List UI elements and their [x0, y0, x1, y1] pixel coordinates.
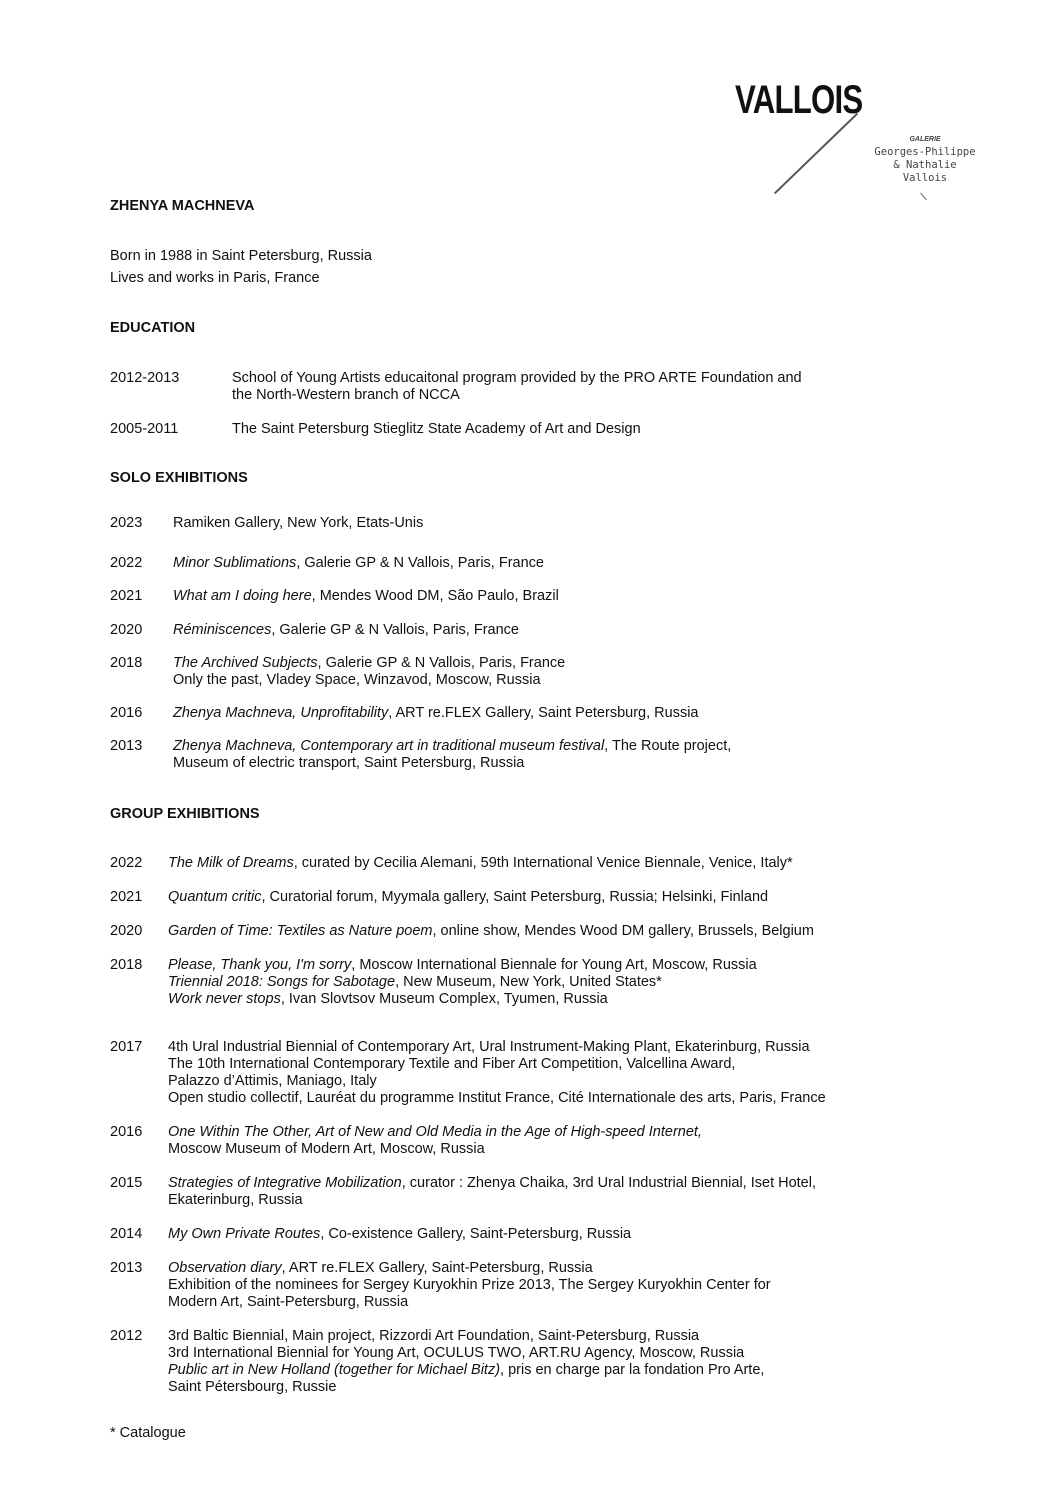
group-exhibition-year: 2014 — [110, 1226, 143, 1242]
exhibition-title: Minor Sublimations — [173, 555, 297, 571]
solo-exhibition-year: 2022 — [110, 555, 143, 571]
exhibition-info: , Ivan Slovtsov Museum Complex, Tyumen, Russia — [280, 991, 608, 1007]
logo-wordmark: VALLOIS — [735, 78, 863, 122]
education-line: The Saint Petersburg Stieglitz State Academy of Art and Design — [232, 421, 641, 437]
exhibition-info: , online show, Mendes Wood DM gallery, Brussels, Belgium — [432, 923, 814, 939]
group-exhibition-year: 2022 — [110, 855, 143, 871]
education-text — [232, 421, 641, 438]
exhibition-title: What am I doing here — [173, 588, 312, 604]
exhibition-title: Observation diary — [168, 1260, 282, 1276]
solo-exhibition-year: 2016 — [110, 705, 143, 721]
solo-exhibition-line — [173, 515, 423, 532]
group-exhibition-line — [168, 1260, 771, 1277]
exhibition-info: 3rd Baltic Biennial, Main project, Rizzordi Art Foundation, Saint-Petersburg, Russia — [168, 1328, 700, 1344]
exhibition-info: Open studio collectif, Lauréat du programme Institut France, Cité Internationale des arts, Paris, France — [168, 1090, 826, 1106]
exhibition-info: , ART re.FLEX Gallery, Saint-Petersburg, Russia — [281, 1260, 593, 1276]
gallery-logo — [735, 78, 995, 208]
education-line: School of Young Artists educaitonal program provided by the PRO ARTE Foundation and — [232, 370, 802, 386]
education-years: 2005-2011 — [110, 421, 179, 437]
exhibition-title: Please, Thank you, I'm sorry — [168, 957, 352, 973]
group-exhibition-line — [168, 1192, 816, 1209]
logo-subtitle — [865, 133, 985, 185]
solo-exhibition-details — [173, 555, 544, 572]
solo-exhibition-line — [173, 655, 565, 672]
group-exhibition-details — [168, 1124, 702, 1158]
solo-exhibition-line — [173, 705, 698, 722]
group-exhibition-year: 2017 — [110, 1039, 143, 1055]
solo-exhibition-details — [173, 622, 519, 639]
exhibition-info: Ramiken Gallery, New York, Etats-Unis — [173, 515, 424, 531]
exhibition-info: Palazzo d’Attimis, Maniago, Italy — [168, 1073, 377, 1089]
solo-exhibition-line — [173, 588, 559, 605]
group-exhibition-line — [168, 889, 768, 906]
education-text — [232, 370, 802, 404]
education-years: 2012-2013 — [110, 370, 180, 386]
exhibition-info: Only the past, Vladey Space, Winzavod, Moscow, Russia — [173, 672, 541, 688]
group-exhibition-details — [168, 889, 768, 906]
group-exhibition-details — [168, 855, 793, 872]
exhibition-info: , curated by Cecilia Alemani, 59th International Venice Biennale, Venice, Italy* — [293, 855, 793, 871]
logo-tick-mark — [920, 193, 927, 201]
group-exhibition-details — [168, 1039, 826, 1107]
exhibition-info: , curator : Zhenya Chaika, 3rd Ural Industrial Biennial, Iset Hotel, — [401, 1175, 816, 1191]
group-exhibition-details — [168, 1175, 816, 1209]
group-exhibition-details — [168, 1260, 771, 1311]
group-exhibition-year: 2013 — [110, 1260, 143, 1276]
logo-line-2: & Nathalie — [893, 159, 957, 171]
exhibition-title: Strategies of Integrative Mobilization — [168, 1175, 402, 1191]
group-exhibition-line — [168, 1328, 764, 1345]
artist-lives: Lives and works in Paris, France — [110, 270, 320, 286]
solo-exhibition-details — [173, 655, 565, 689]
exhibition-info: , Galerie GP & N Vallois, Paris, France — [317, 655, 566, 671]
group-exhibition-line — [168, 1226, 631, 1243]
logo-slash-line — [774, 113, 858, 194]
group-exhibition-details — [168, 1226, 631, 1243]
artist-born: Born in 1988 in Saint Petersburg, Russia — [110, 248, 372, 264]
exhibition-title: Triennial 2018: Songs for Sabotage — [168, 974, 396, 990]
group-exhibition-details — [168, 923, 814, 940]
group-exhibition-year: 2018 — [110, 957, 143, 973]
group-exhibition-line — [168, 1362, 764, 1379]
solo-exhibition-details — [173, 588, 559, 605]
exhibition-info: Museum of electric transport, Saint Petersburg, Russia — [173, 755, 525, 771]
solo-exhibition-line — [173, 755, 731, 772]
solo-exhibition-year: 2020 — [110, 622, 143, 638]
catalogue-footnote: * Catalogue — [110, 1425, 186, 1441]
group-exhibition-year: 2015 — [110, 1175, 143, 1191]
logo-galerie-label: GALERIE — [909, 136, 941, 143]
group-exhibition-line — [168, 1141, 702, 1158]
exhibition-info: Ekaterinburg, Russia — [168, 1192, 303, 1208]
group-exhibition-line — [168, 991, 757, 1008]
exhibition-info: , Mendes Wood DM, São Paulo, Brazil — [311, 588, 559, 604]
exhibition-info: , pris en charge par la fondation Pro Arte, — [500, 1362, 765, 1378]
exhibition-info: , Co-existence Gallery, Saint-Petersburg, Russia — [320, 1226, 632, 1242]
exhibition-info: , Galerie GP & N Vallois, Paris, France — [271, 622, 519, 638]
solo-exhibition-year: 2013 — [110, 738, 143, 754]
logo-line-3: Vallois — [902, 172, 948, 184]
exhibition-title: One Within The Other, Art of New and Old Media in the Age of High-speed Internet, — [168, 1124, 702, 1140]
group-exhibition-line — [168, 974, 757, 991]
exhibition-title: My Own Private Routes — [168, 1226, 321, 1242]
group-exhibition-line — [168, 1277, 771, 1294]
solo-exhibition-details — [173, 515, 423, 532]
group-exhibition-year: 2021 — [110, 889, 143, 905]
group-exhibition-details — [168, 1328, 764, 1396]
group-exhibition-line — [168, 855, 793, 872]
group-exhibition-details — [168, 957, 757, 1008]
group-exhibition-year: 2020 — [110, 923, 143, 939]
logo-line-1: Georges-Philippe — [874, 146, 976, 158]
exhibition-info: , ART re.FLEX Gallery, Saint Petersburg, Russia — [388, 705, 699, 721]
exhibition-info: , The Route project, — [604, 738, 732, 754]
exhibition-info: Moscow Museum of Modern Art, Moscow, Russia — [168, 1141, 485, 1157]
exhibition-title: The Milk of Dreams — [168, 855, 294, 871]
group-exhibition-line — [168, 957, 757, 974]
solo-exhibition-year: 2018 — [110, 655, 143, 671]
exhibition-title: Quantum critic — [168, 889, 262, 905]
solo-exhibition-line — [173, 738, 731, 755]
exhibition-info: Modern Art, Saint-Petersburg, Russia — [168, 1294, 409, 1310]
exhibition-info: , Moscow International Biennale for Young Art, Moscow, Russia — [351, 957, 757, 973]
group-exhibition-line — [168, 1090, 826, 1107]
exhibition-info: 4th Ural Industrial Biennial of Contemporary Art, Ural Instrument-Making Plant, Ekaterinburg, Russia — [168, 1039, 810, 1055]
solo-exhibition-line — [173, 555, 544, 572]
group-exhibition-line — [168, 1073, 826, 1090]
group-exhibition-line — [168, 1345, 764, 1362]
solo-exhibition-details — [173, 738, 731, 772]
group-exhibition-line — [168, 1056, 826, 1073]
exhibition-info: Saint Pétersbourg, Russie — [168, 1379, 337, 1395]
group-exhibition-line — [168, 1124, 702, 1141]
exhibition-info: The 10th International Contemporary Textile and Fiber Art Competition, Valcellina Award, — [168, 1056, 736, 1072]
solo-exhibition-line — [173, 672, 565, 689]
exhibition-title: Zhenya Machneva, Unprofitability — [173, 705, 389, 721]
exhibition-title: Public art in New Holland (together for Michael Bitz) — [168, 1362, 501, 1378]
group-exhibition-line — [168, 1175, 816, 1192]
group-exhibitions-heading: GROUP EXHIBITIONS — [110, 806, 260, 822]
group-exhibition-year: 2012 — [110, 1328, 143, 1344]
education-heading: EDUCATION — [110, 320, 196, 336]
group-exhibition-line — [168, 923, 814, 940]
solo-exhibition-details — [173, 705, 698, 722]
solo-exhibition-year: 2023 — [110, 515, 143, 531]
exhibition-title: Garden of Time: Textiles as Nature poem — [168, 923, 433, 939]
exhibition-title: Zhenya Machneva, Contemporary art in traditional museum festival — [173, 738, 605, 754]
group-exhibition-line — [168, 1379, 764, 1396]
exhibition-title: Réminiscences — [173, 622, 272, 638]
solo-exhibitions-heading: SOLO EXHIBITIONS — [110, 470, 248, 486]
exhibition-title: Work never stops — [168, 991, 281, 1007]
exhibition-info: Exhibition of the nominees for Sergey Kuryokhin Prize 2013, The Sergey Kuryokhin Center for — [168, 1277, 771, 1293]
exhibition-info: 3rd International Biennial for Young Art, OCULUS TWO, ART.RU Agency, Moscow, Russia — [168, 1345, 745, 1361]
solo-exhibition-year: 2021 — [110, 588, 143, 604]
group-exhibition-line — [168, 1294, 771, 1311]
exhibition-info: , New Museum, New York, United States* — [395, 974, 662, 990]
group-exhibition-line — [168, 1039, 826, 1056]
group-exhibition-year: 2016 — [110, 1124, 143, 1140]
exhibition-title: The Archived Subjects — [173, 655, 318, 671]
artist-name: ZHENYA MACHNEVA — [110, 198, 255, 214]
solo-exhibition-line — [173, 622, 519, 639]
exhibition-info: , Curatorial forum, Myymala gallery, Saint Petersburg, Russia; Helsinki, Finland — [261, 889, 769, 905]
exhibition-info: , Galerie GP & N Vallois, Paris, France — [296, 555, 544, 571]
education-line: the North-Western branch of NCCA — [232, 387, 460, 403]
